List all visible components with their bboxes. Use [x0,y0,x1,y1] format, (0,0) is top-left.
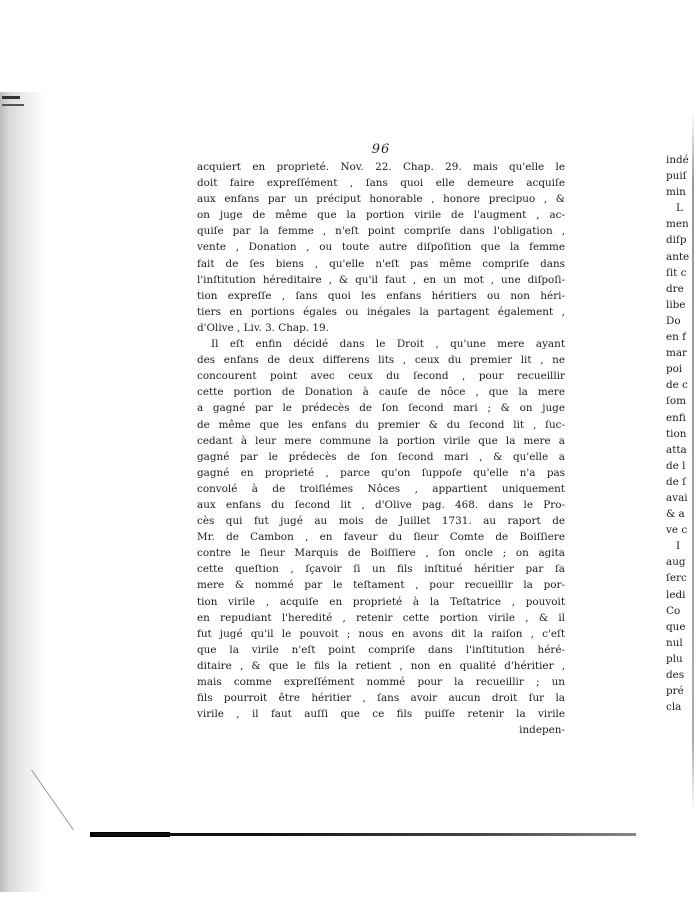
facing-text-line: poi [666,363,683,376]
text-line: en repudiant l'heredité , retenir cette portion virile , & il [197,611,565,624]
facing-text-line: que [666,620,686,633]
text-line: des enfans de deux differens lits , ceux du premier lit , ne [197,354,565,367]
facing-text-line: Co [666,604,681,617]
facing-text-line: de ſ [666,475,686,488]
facing-text-line: mar [666,347,688,360]
facing-text-line: ledi [666,588,686,601]
facing-text-line: de c [666,379,688,392]
facing-text-line: puiſ [666,170,687,183]
facing-text-line: atta [666,443,687,456]
facing-text-line: ſit c [666,266,687,279]
facing-text-line: tion [666,427,687,440]
text-line: mere & nommé par le teſtament , pour recueillir la por- [197,579,565,592]
text-line: tion virile , acquiſe en proprieté à la Teſtatrice , pouvoit [197,595,565,608]
text-line: aux enfans du ſecond lit , d'Olive pag. 468. dans le Pro- [197,498,565,511]
facing-text-line: diſp [666,234,687,247]
text-line: vente , Donation , ou toute autre diſpoſition que la femme [197,241,565,254]
edge-mark [2,96,20,99]
facing-text-line: dre [666,282,684,295]
facing-text-line: ante [666,250,690,263]
text-line: Il eſt enfin décidé dans le Droit , qu'une mere ayant [211,338,565,351]
facing-text-line: indé [666,154,689,166]
text-line: indepen- [519,724,565,737]
bottom-rule [96,833,636,836]
text-line: fils pourroit être héritier , ſans avoir aucun droit ſur la [197,692,565,705]
text-line: convolé à de troiſiémes Nôces , appartient uniquement [197,482,565,495]
text-line: on juge de même que la portion virile de l'augment , ac- [197,209,565,222]
text-line: quiſe par la femme , n'eſt point compriſe dans l'obligation , [197,225,565,238]
page-number: 96 [371,142,391,157]
facing-text-line: ſerc [666,572,687,585]
text-line: tion expreſſe , ſans quoi les enfans héritiers ou non héri- [197,289,565,302]
text-line: mais comme expreſſément nommé pour la recueillir ; un [197,676,565,688]
text-line: Mr. de Cambon , en faveur du ſieur Comte de Boiſſiere [197,531,565,544]
text-line: doit faire expreſſément , ſans quoi elle demeure acquiſe [197,177,565,190]
text-line: gagné par le prédecès de ſon ſecond mari , & qu'elle a [197,450,565,463]
text-line: gagné en proprieté , parce qu'on ſuppoſe qu'elle n'a pas [197,466,565,479]
page-text [197,159,565,738]
facing-text-line: en f [666,331,686,344]
text-line: cette queſtion , ſçavoir ſi un fils inſtitué héritier par ſa [197,563,565,576]
text-line: aux enfans par un préciput honorable , honore precipuo , & [197,193,565,206]
facing-text-line: Do [666,314,681,327]
text-line: contre le ſieur Marquis de Boiſſiere , ſon oncle ; on agita [197,547,565,560]
text-line: cès qui fut jugé au mois de Juillet 1731. au raport de [197,515,565,528]
text-line: a gagné par le prédecès de ſon ſecond mari ; & on juge [197,402,565,415]
text-line: concourent point avec ceux du ſecond , pour recueillir [197,370,565,383]
facing-text-line: L [676,202,683,215]
facing-text-line: & a [666,508,685,521]
facing-text-line: plu [666,652,683,665]
facing-text-line: ſom [666,395,686,408]
facing-text-line: I [676,540,681,553]
facing-text-line: de l [666,459,686,472]
facing-page-text [666,152,700,715]
text-line: fut jugé qu'il le pouvoit ; nous en avons dit la raiſon , c'eſt [197,627,565,640]
text-line: acquiert en proprieté. Nov. 22. Chap. 29. mais qu'elle le [197,161,565,173]
text-line: de même que les enfans du premier & du ſecond lit , ſuc- [197,418,565,431]
facing-text-line: ve c [666,524,688,537]
facing-text-line: avai [666,491,688,504]
main-page [197,142,565,738]
text-line: cette portion de Donation à cauſe de nôce , que la mere [197,386,565,399]
text-line: que la virile n'eſt point compriſe dans l'inſtitution héré- [197,643,565,656]
facing-text-line: cla [666,701,682,714]
text-line: d'Olive , Liv. 3. Chap. 19. [197,321,329,334]
facing-text-line: enfi [666,411,686,424]
text-line: virile , il faut auſſi que ce fils puiſſe retenir la virile [197,708,565,721]
text-line: fait de ſes biens , qu'elle n'eſt pas même compriſe dans [197,257,565,270]
facing-text-line: aug [666,556,686,569]
facing-text-line: des [666,669,685,681]
facing-text-line: pré [666,685,684,698]
facing-text-line: nul [666,636,683,649]
text-line: l'inſtitution héreditaire , & qu'il faut , en un mot , une diſpoſi- [197,273,565,286]
facing-text-line: libe [666,298,686,311]
facing-text-line: min [666,186,686,199]
text-line: tiers en portions égales ou inégales la partagent également , [197,305,565,318]
text-line: ditaire , & que le fils la retient , non en qualité d'héritier , [197,659,565,672]
edge-mark [2,104,24,106]
text-line: cedant à leur mere commune la portion virile que la mere a [197,434,565,447]
facing-text-line: men [666,218,689,231]
